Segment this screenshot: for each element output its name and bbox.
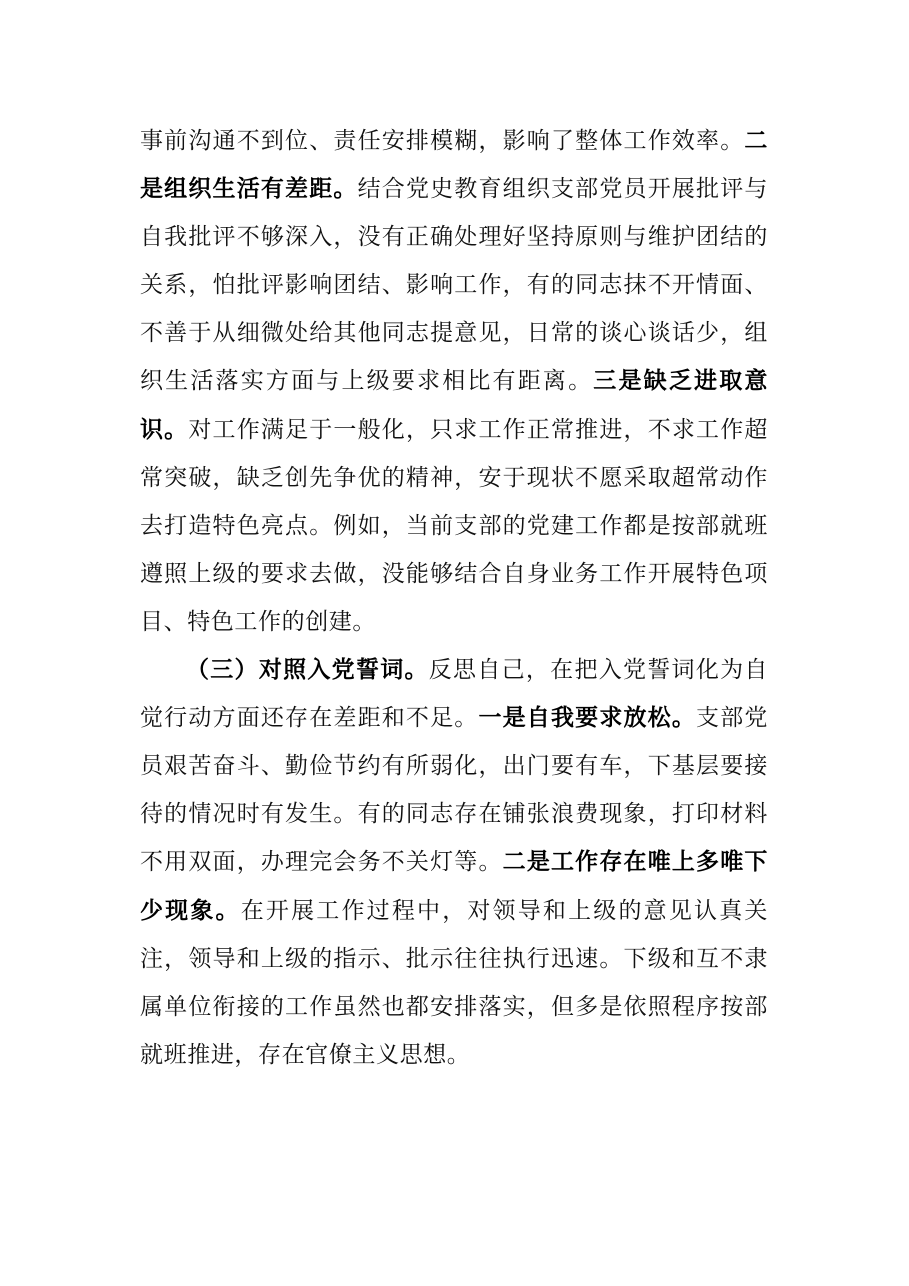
text-run: 反思自己，在把入党誓词化为自觉行动方面还存在差距和不足。	[140, 657, 768, 732]
heading-inline-1: 一是自我要求放松。	[478, 705, 697, 732]
section-heading-3: （三）对照入党誓词。	[186, 657, 429, 684]
text-run: 在开展工作过程中，对领导和上级的意见认真关注，领导和上级的指示、批示往往执行迅速。下级和互不隶属单位衔接的工作虽然也都安排落实，但多是依照程序按部就班推进，存在官僚主义思想。	[140, 897, 768, 1068]
text-run: 对工作满足于一般化，只求工作正常推进，不求工作超常突破，缺乏创先争优的精神，安于现状不愿采取超常动作去打造特色亮点。例如，当前支部的党建工作都是按部就班遵照上级的要求去做，没能够结合自身业务工作开展特色项目、特色工作的创建。	[140, 416, 768, 635]
paragraph-section-3	[140, 646, 768, 1079]
document-body	[140, 117, 768, 1079]
text-run: 事前沟通不到位、责任安排模糊，影响了整体工作效率。	[140, 128, 745, 154]
heading-inline-3: 三是缺乏进取意识。	[140, 368, 768, 443]
text-run: 支部党员艰苦奋斗、勤俭节约有所弱化，出门要有车，下基层要接待的情况时有发生。有的同志存在铺张浪费现象，打印材料不用双面，办理完会务不关灯等。	[140, 705, 768, 876]
heading-inline-2: 二是组织生活有差距。	[140, 128, 768, 203]
text-run: 结合党史教育组织支部党员开展批评与自我批评不够深入，没有正确处理好坚持原则与维护团结的关系，怕批评影响团结、影响工作，有的同志抹不开情面、不善于从细微处给其他同志提意见，日常的谈心谈话少，组织生活落实方面与上级要求相比有距离。	[140, 176, 769, 395]
heading-inline-2: 二是工作存在唯上多唯下少现象。	[140, 849, 768, 924]
paragraph-continued	[140, 117, 768, 646]
